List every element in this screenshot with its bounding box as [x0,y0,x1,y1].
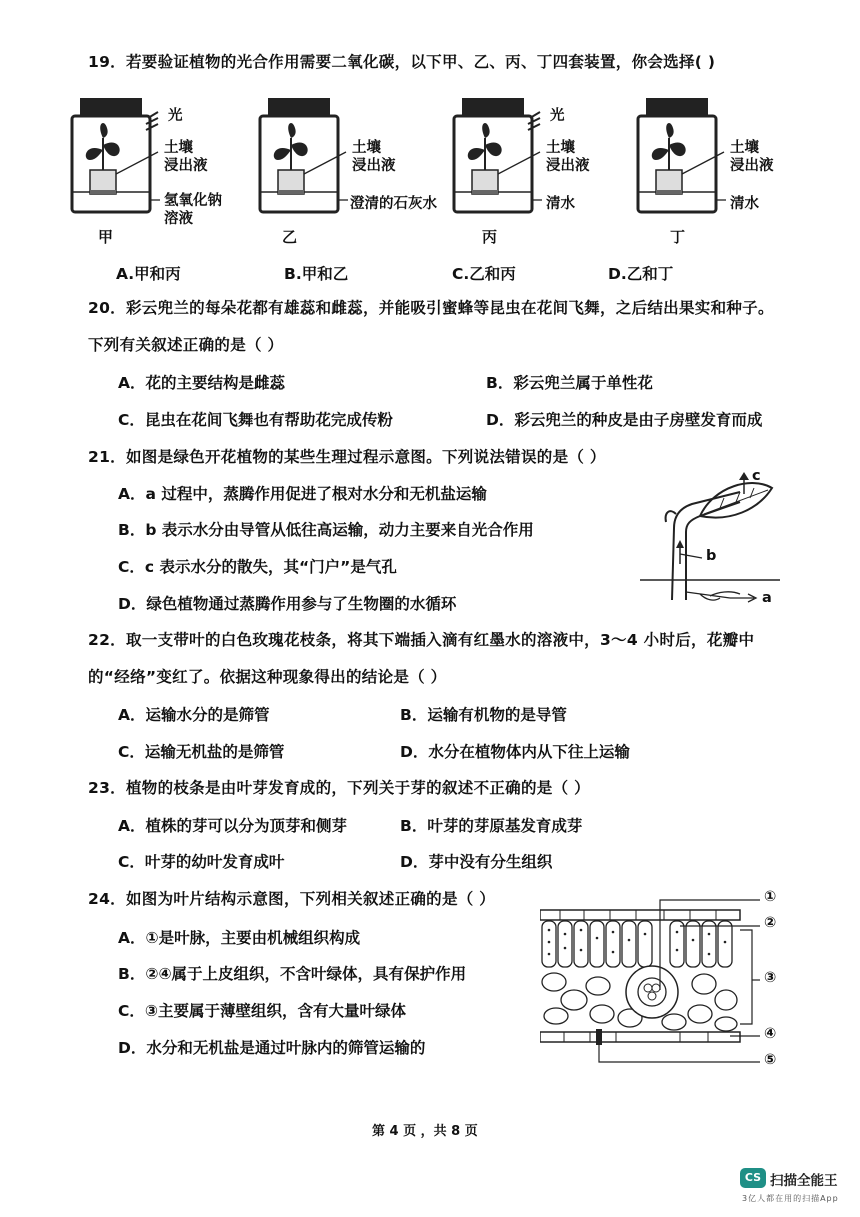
q22-option-d[interactable]: D．水分在植物体内从下往上运输 [400,743,630,761]
q22-stem-line2: 的“经络”变红了。依据这种现象得出的结论是（ ） [88,668,447,686]
q24-option-d[interactable]: D．水分和无机盐是通过叶脉内的筛管运输的 [118,1039,426,1057]
q21-fig-label-a: a [762,590,772,606]
watermark-title: 扫描全能王 [770,1173,838,1189]
q20-option-b[interactable]: B．彩云兜兰属于单性花 [486,374,653,392]
q21-fig-label-b: b [706,548,717,564]
q20-option-d[interactable]: D．彩云兜兰的种皮是由子房壁发育而成 [486,411,763,429]
page-footer: 第 4 页 ，共 8 页 [372,1124,478,1139]
jar-ding-name: 丁 [670,228,686,246]
jar-jia-light-label: 光 [168,108,183,124]
q24-option-b[interactable]: B．②④属于上皮组织，不含叶绿体，具有保护作用 [118,965,467,983]
q24-stem: 24．如图为叶片结构示意图，下列相关叙述正确的是（ ） [88,890,496,908]
q21-plant-figure [640,468,790,608]
q20-stem-line2: 下列有关叙述正确的是（ ） [88,336,284,354]
q20-option-a[interactable]: A．花的主要结构是雌蕊 [118,374,285,392]
jar-ding [638,98,726,212]
jar-yi [260,98,348,212]
q23-option-a[interactable]: A．植株的芽可以分为顶芽和侧芽 [118,817,347,835]
q22-stem-line1: 22．取一支带叶的白色玫瑰花枝条，将其下端插入滴有红墨水的溶液中，3～4 小时后，花瓣中 [88,631,755,649]
q24-leaf-figure [540,890,760,1080]
watermark-subtitle: 3亿人都在用的扫描App [742,1194,839,1203]
q21-option-d[interactable]: D．绿色植物通过蒸腾作用参与了生物圈的水循环 [118,595,457,613]
q24-fig-label-4: ④ [764,1026,777,1042]
jar-jia-name: 甲 [98,228,114,246]
q24-option-a[interactable]: A．①是叶脉，主要由机械组织构成 [118,929,361,947]
q23-option-b[interactable]: B．叶芽的芽原基发育成芽 [400,817,583,835]
q24-fig-label-5: ⑤ [764,1052,777,1068]
jar-yi-liquid-label: 澄清的石灰水 [350,196,437,212]
q23-option-c[interactable]: C．叶芽的幼叶发育成叶 [118,853,285,871]
q22-option-c[interactable]: C．运输无机盐的是筛管 [118,743,285,761]
jar-bing-soil-label: 土壤 浸出液 [546,140,590,174]
q22-option-b[interactable]: B．运输有机物的是导管 [400,706,567,724]
q19-option-d[interactable]: D.乙和丁 [608,265,674,283]
q21-stem: 21．如图是绿色开花植物的某些生理过程示意图。下列说法错误的是（ ） [88,448,606,466]
jar-bing [454,98,542,212]
jar-jia [72,98,160,212]
jar-jia-soil-label: 土壤 浸出液 [164,140,208,174]
q20-stem-line1: 20．彩云兜兰的每朵花都有雄蕊和雌蕊，并能吸引蜜蜂等昆虫在花间飞舞，之后结出果实和种子。 [88,299,774,317]
q19-option-b[interactable]: B.甲和乙 [284,265,349,283]
jar-yi-soil-label: 土壤 浸出液 [352,140,396,174]
q19-option-c[interactable]: C.乙和丙 [452,265,516,283]
jar-bing-name: 丙 [482,228,498,246]
q21-option-c[interactable]: C．c 表示水分的散失，其“门户”是气孔 [118,558,397,576]
jar-jia-liquid-label: 氢氧化钠 溶液 [164,193,222,227]
camscanner-logo-icon: CS [740,1168,766,1188]
jar-ding-soil-label: 土壤 浸出液 [730,140,774,174]
jar-bing-liquid-label: 清水 [546,196,575,212]
jar-yi-name: 乙 [282,228,298,246]
jar-bing-light-label: 光 [550,108,565,124]
q23-stem: 23．植物的枝条是由叶芽发育成的，下列关于芽的叙述不正确的是（ ） [88,779,590,797]
q20-option-c[interactable]: C．昆虫在花间飞舞也有帮助花完成传粉 [118,411,393,429]
jar-ding-liquid-label: 清水 [730,196,759,212]
q23-option-d[interactable]: D．芽中没有分生组织 [400,853,553,871]
q21-option-a[interactable]: A．a 过程中，蒸腾作用促进了根对水分和无机盐运输 [118,485,487,503]
q24-fig-label-3: ③ [764,970,777,986]
q19-stem: 19．若要验证植物的光合作用需要二氧化碳，以下甲、乙、丙、丁四套装置，你会选择( ) [88,53,716,71]
q19-option-a[interactable]: A.甲和丙 [116,265,181,283]
q24-fig-label-2: ② [764,915,777,931]
q24-option-c[interactable]: C．③主要属于薄壁组织，含有大量叶绿体 [118,1002,407,1020]
q24-fig-label-1: ① [764,889,777,905]
q22-option-a[interactable]: A．运输水分的是筛管 [118,706,270,724]
q21-option-b[interactable]: B．b 表示水分由导管从低往高运输，动力主要来自光合作用 [118,521,534,539]
q21-fig-label-c: c [752,468,761,484]
